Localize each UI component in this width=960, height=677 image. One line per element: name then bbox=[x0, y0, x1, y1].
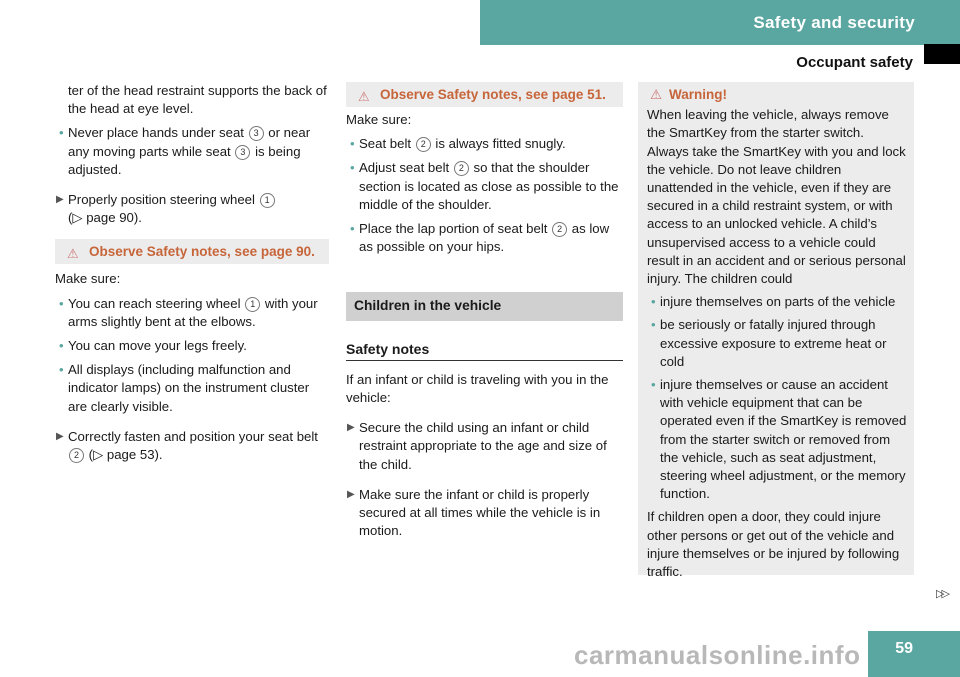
step-arrow-icon: ▶ bbox=[56, 430, 64, 442]
instruction-step: ▶ Make sure the infant or child is properly secured at all times while the vehicle is in motion. bbox=[347, 486, 601, 539]
instruction-step: ▶ Properly position steering wheel 1 (▷ page 90). bbox=[55, 191, 329, 227]
bullet-icon: • bbox=[651, 317, 656, 333]
warning-text: Observe Safety notes, see page 51. bbox=[380, 87, 606, 102]
callout-number: 2 bbox=[69, 448, 84, 463]
page-number: 59 bbox=[895, 640, 913, 657]
body-paragraph: If an infant or child is traveling with you in the vehicle: bbox=[346, 371, 609, 406]
list-item: • Place the lap portion of seat belt 2 as low as possible on your hips. bbox=[350, 221, 610, 255]
warning-box bbox=[55, 239, 329, 264]
bullet-icon: • bbox=[59, 125, 64, 141]
intro-text: ter of the head restraint supports the back of the head at eye level. bbox=[68, 83, 327, 117]
bullet-icon: • bbox=[59, 338, 64, 354]
step-arrow-icon: ▶ bbox=[347, 488, 355, 500]
list-item: • You can move your legs freely. bbox=[55, 337, 329, 355]
callout-number: 1 bbox=[260, 193, 275, 208]
warning-text: Observe Safety notes, see page 90. bbox=[89, 244, 315, 260]
page-reference: (▷ page 90). bbox=[68, 210, 142, 226]
list-item: • Seat belt 2 is always fitted snugly. bbox=[346, 135, 623, 153]
bullet-icon: • bbox=[350, 160, 355, 176]
warning-title: ⚠ Warning! bbox=[647, 86, 908, 104]
warning-panel bbox=[638, 82, 914, 580]
bullet-icon: • bbox=[350, 136, 355, 152]
list-item: • Never place hands under seat 3 or near any moving parts while seat 3 is being adjusted. bbox=[59, 125, 311, 177]
step-arrow-icon: ▶ bbox=[347, 422, 355, 434]
callout-number: 3 bbox=[249, 126, 264, 141]
list-item: • All displays (including malfunction and indicator lamps) on the instrument cluster are clearly visible. bbox=[59, 362, 310, 414]
bullet-icon: • bbox=[651, 377, 656, 393]
continue-arrow-icon: ▷▷ bbox=[936, 588, 947, 600]
step-arrow-icon: ▶ bbox=[56, 194, 64, 206]
bullet-icon: • bbox=[651, 294, 656, 310]
warning-box bbox=[346, 82, 623, 107]
column-2 bbox=[346, 82, 623, 540]
section-heading-bar: Children in the vehicle bbox=[346, 292, 623, 320]
callout-number: 3 bbox=[235, 145, 250, 160]
instruction-step: ▶ Secure the child using an infant or child restraint appropriate to the age and size of the child. bbox=[347, 420, 607, 472]
bullet-icon: • bbox=[59, 295, 64, 311]
bullet-icon: • bbox=[59, 362, 64, 378]
callout-number: 1 bbox=[245, 297, 260, 312]
list-item: • injure themselves or cause an accident with vehicle equipment that can be operated even if the SmartKey is removed from the starter switch or removed from the vehicle, such as seat adjustment, steering wheel adjustment, or the memory function. bbox=[651, 377, 907, 502]
callout-number: 2 bbox=[454, 161, 469, 176]
instruction-step: ▶ Correctly fasten and position your seat belt 2 (▷ page 53). bbox=[56, 428, 318, 463]
column-1 bbox=[55, 82, 329, 464]
warning-paragraph: If children open a door, they could injure other persons or get out of the vehicle and injure themselves or be injured by following traffic. bbox=[647, 509, 900, 580]
list-item: • injure themselves on parts of the vehicle bbox=[647, 293, 908, 311]
list-item: • be seriously or fatally injured through excessive exposure to extreme heat or cold bbox=[651, 317, 887, 369]
subsection-title: Occupant safety bbox=[796, 54, 913, 71]
warning-triangle-icon: ⚠ bbox=[358, 89, 370, 104]
make-sure-label: Make sure: bbox=[55, 271, 121, 287]
section-title: Safety and security bbox=[753, 13, 915, 32]
make-sure-label: Make sure: bbox=[346, 112, 412, 127]
callout-number: 2 bbox=[552, 222, 567, 237]
subheading: Safety notes bbox=[346, 340, 623, 361]
watermark: carmanualsonline.info bbox=[574, 640, 861, 670]
warning-paragraph: When leaving the vehicle, always remove the SmartKey from the starter switch. Always take the SmartKey with you and lock the vehicle. Do not leave children unattended in the vehicle, even if they are secured in a child restraint system, or with access to an unlocked vehicle. A child’s unsupervised access to a vehicle could result in an accident and or serious personal injury. The children could bbox=[647, 107, 906, 287]
list-item: • You can reach steering wheel 1 with your arms slightly bent at the elbows. bbox=[59, 295, 318, 329]
bullet-icon: • bbox=[350, 221, 355, 237]
section-marker bbox=[924, 44, 960, 64]
page-reference: (▷ page 53). bbox=[88, 447, 163, 463]
list-item: • Adjust seat belt 2 so that the shoulder section is located as close as possible to the middle of the shoulder. bbox=[350, 160, 619, 212]
warning-triangle-icon: ⚠ bbox=[67, 246, 79, 262]
callout-number: 2 bbox=[416, 137, 431, 152]
page-number-box bbox=[868, 631, 960, 677]
warning-triangle-icon: ⚠ bbox=[650, 87, 663, 102]
